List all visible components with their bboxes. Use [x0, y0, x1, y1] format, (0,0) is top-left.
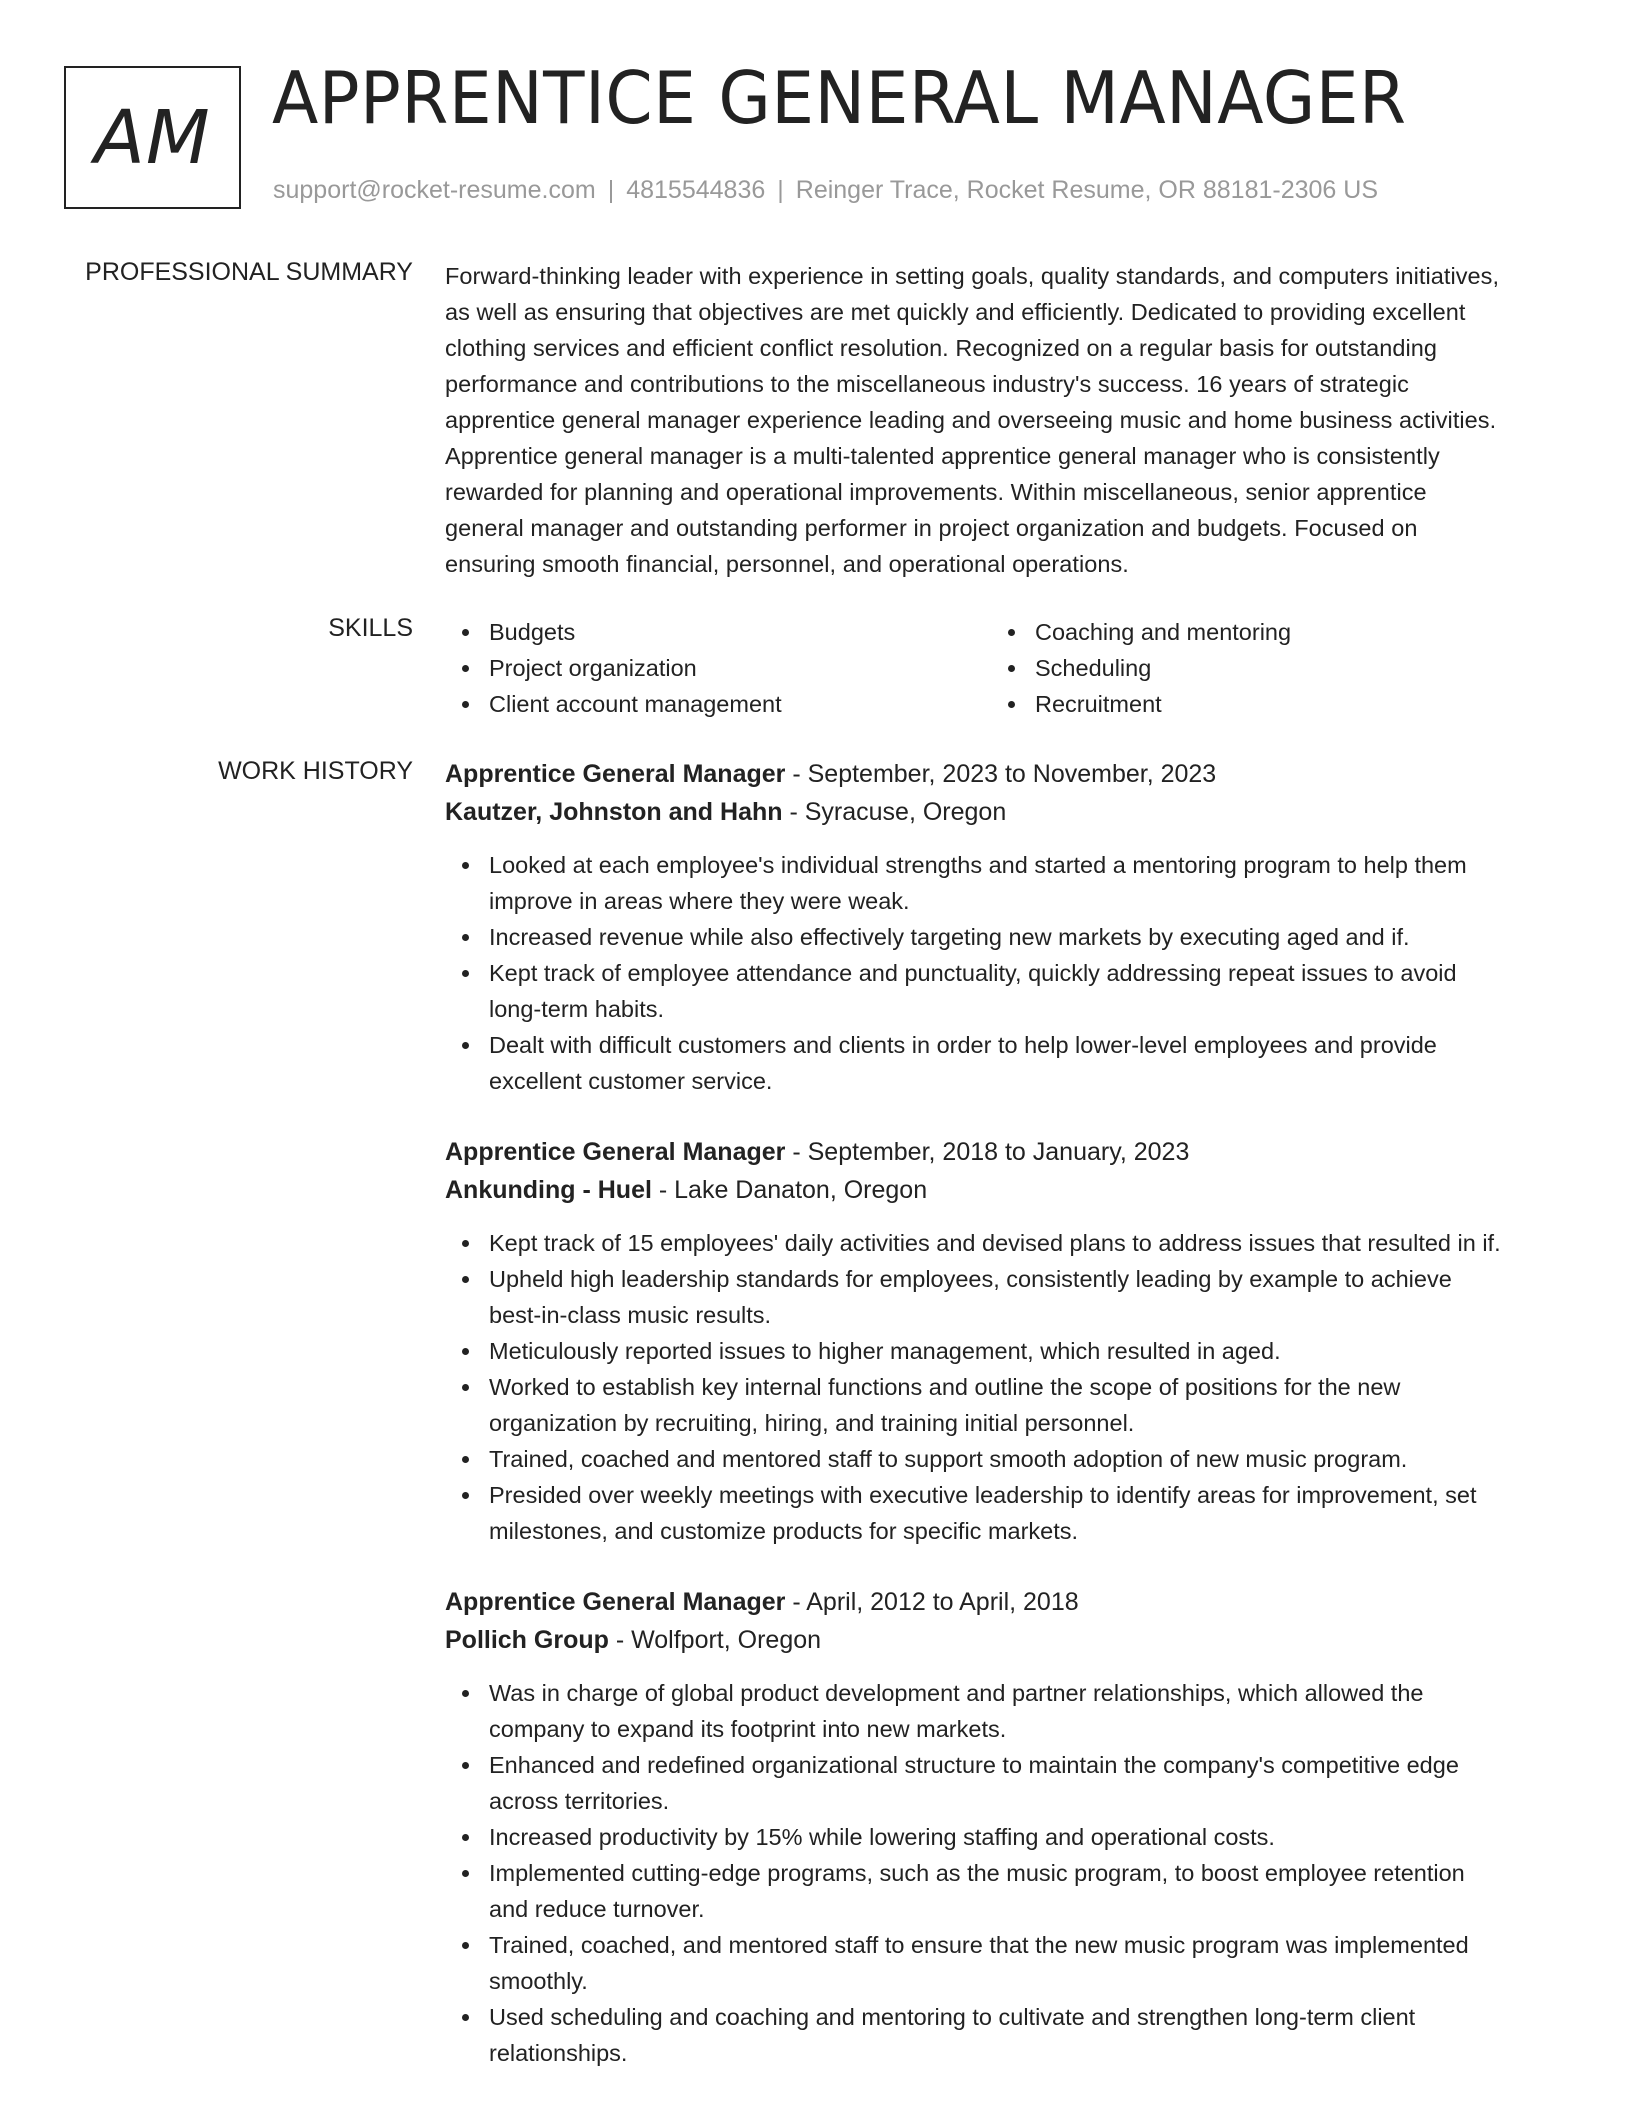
bullet-line: Kept track of employee attendance and punctuality, quickly addressing repeat issues to avoid: [489, 960, 1457, 986]
contact-line: [273, 176, 1378, 205]
skill-item: Client account management: [445, 686, 991, 722]
job-bullet: [445, 1441, 1565, 1477]
contact-address: Reinger Trace, Rocket Resume, OR 88181-2306 US: [795, 176, 1378, 204]
job-role: Apprentice General Manager: [445, 1138, 786, 1166]
skill-item: Budgets: [445, 614, 991, 650]
job-bullet: [445, 919, 1565, 955]
job-title-line: [445, 1583, 1565, 1621]
job-title-line: [445, 755, 1565, 793]
bullet-line: Implemented cutting-edge programs, such as the music program, to boost employee retention: [489, 1860, 1465, 1886]
bullet-line: Upheld high leadership standards for employees, consistently leading by example to achieve: [489, 1266, 1452, 1292]
job-bullets: [445, 847, 1565, 1099]
job-company-line: [445, 1171, 1565, 1209]
job-location: Lake Danaton, Oregon: [674, 1176, 928, 1204]
job-bullet: [445, 847, 1565, 919]
job-company: Pollich Group: [445, 1626, 609, 1654]
job-company: Ankunding - Huel: [445, 1176, 652, 1204]
bullet-line: company to expand its footprint into new markets.: [489, 1716, 1007, 1742]
contact-separator: |: [607, 176, 615, 204]
bullet-line: Enhanced and redefined organizational structure to maintain the company's competitive edge: [489, 1752, 1459, 1778]
job-dash: -: [785, 1138, 808, 1166]
job-bullet: [445, 1477, 1565, 1549]
contact-email: support@rocket-resume.com: [273, 176, 596, 204]
skills-title: SKILLS: [328, 614, 413, 642]
job-dash: -: [785, 760, 808, 788]
monogram-box: [64, 66, 241, 209]
job-bullet: [445, 1927, 1565, 1999]
summary-line: performance and contributions to the miscellaneous industry's success. 16 years of strategic: [445, 371, 1409, 397]
job-bullet: [445, 1855, 1565, 1927]
job-bullet: [445, 1999, 1565, 2071]
contact-separator: |: [777, 176, 784, 204]
job-dates: September, 2023 to November, 2023: [807, 760, 1217, 788]
summary-line: clothing services and efficient conflict resolution. Recognized on a regular basis for outstanding: [445, 335, 1438, 361]
bullet-line: Kept track of 15 employees' daily activities and devised plans to address issues that resulted in if.: [489, 1230, 1501, 1256]
skills-column-right: [991, 614, 1537, 722]
skills-list: [445, 614, 1565, 722]
job-dash: -: [651, 1176, 675, 1204]
job-bullet: [445, 1369, 1565, 1441]
job-dash: -: [608, 1626, 632, 1654]
bullet-line: long-term habits.: [489, 996, 665, 1022]
skill-item: Coaching and mentoring: [991, 614, 1537, 650]
bullet-line: excellent customer service.: [489, 1068, 773, 1094]
skill-item: Recruitment: [991, 686, 1537, 722]
summary-line: rewarded for planning and operational improvements. Within miscellaneous, senior apprentice: [445, 479, 1427, 505]
job-bullet: [445, 1819, 1565, 1855]
work-history-title: WORK HISTORY: [218, 757, 413, 785]
job-entry: [445, 1583, 1565, 2071]
job-dates: April, 2012 to April, 2018: [806, 1588, 1079, 1616]
job-dash: -: [785, 1588, 807, 1616]
bullet-line: improve in areas where they were weak.: [489, 888, 910, 914]
job-location: Syracuse, Oregon: [804, 798, 1007, 826]
job-location: Wolfport, Oregon: [631, 1626, 822, 1654]
bullet-line: Meticulously reported issues to higher management, which resulted in aged.: [489, 1338, 1281, 1364]
bullet-line: and reduce turnover.: [489, 1896, 705, 1922]
skill-item: Project organization: [445, 650, 991, 686]
work-history-list: [445, 755, 1565, 2105]
job-entry: [445, 1133, 1565, 1549]
summary-line: general manager and outstanding performer in project organization and budgets. Focused on: [445, 515, 1418, 541]
summary-line: ensuring smooth financial, personnel, and operational operations.: [445, 551, 1129, 577]
bullet-line: Used scheduling and coaching and mentoring to cultivate and strengthen long-term client: [489, 2004, 1416, 2030]
bullet-line: Presided over weekly meetings with executive leadership to identify areas for improvement, set: [489, 1482, 1477, 1508]
summary-line: as well as ensuring that objectives are met quickly and efficiently. Dedicated to providing excellent: [445, 299, 1466, 325]
job-dates: September, 2018 to January, 2023: [807, 1138, 1190, 1166]
bullet-line: Trained, coached, and mentored staff to ensure that the new music program was implemented: [489, 1932, 1469, 1958]
job-bullet: [445, 1027, 1565, 1099]
job-dash: -: [782, 798, 805, 826]
job-entry: [445, 755, 1565, 1099]
bullet-line: Worked to establish key internal functions and outline the scope of positions for the new: [489, 1374, 1401, 1400]
summary-line: Apprentice general manager is a multi-talented apprentice general manager who is consistently: [445, 443, 1440, 469]
job-role: Apprentice General Manager: [445, 1588, 786, 1616]
bullet-line: Dealt with difficult customers and clients in order to help lower-level employees and provide: [489, 1032, 1437, 1058]
monogram-initials: AM: [94, 94, 211, 181]
job-company-line: [445, 793, 1565, 831]
job-company-line: [445, 1621, 1565, 1659]
bullet-line: Increased productivity by 15% while lowering staffing and operational costs.: [489, 1824, 1275, 1850]
skills-column-left: [445, 614, 991, 722]
job-bullet: [445, 955, 1565, 1027]
job-bullet: [445, 1261, 1565, 1333]
bullet-line: best-in-class music results.: [489, 1302, 772, 1328]
bullet-line: Increased revenue while also effectively targeting new markets by executing aged and if.: [489, 924, 1410, 950]
bullet-line: Looked at each employee's individual strengths and started a mentoring program to help them: [489, 852, 1467, 878]
job-bullets: [445, 1225, 1565, 1549]
bullet-line: smoothly.: [489, 1968, 588, 1994]
bullet-line: Was in charge of global product development and partner relationships, which allowed the: [489, 1680, 1424, 1706]
bullet-line: organization by recruiting, hiring, and training initial personnel.: [489, 1410, 1135, 1436]
job-bullet: [445, 1333, 1565, 1369]
summary-title: PROFESSIONAL SUMMARY: [85, 258, 413, 286]
bullet-line: Trained, coached and mentored staff to support smooth adoption of new music program.: [489, 1446, 1408, 1472]
bullet-line: milestones, and customize products for specific markets.: [489, 1518, 1079, 1544]
summary-line: apprentice general manager experience leading and overseeing music and home business activities.: [445, 407, 1497, 433]
summary-line: Forward-thinking leader with experience in setting goals, quality standards, and computers initiatives,: [445, 263, 1500, 289]
job-role: Apprentice General Manager: [445, 760, 786, 788]
job-bullet: [445, 1225, 1565, 1261]
summary-text: [445, 258, 1565, 582]
bullet-line: relationships.: [489, 2040, 628, 2066]
job-company: Kautzer, Johnston and Hahn: [445, 798, 783, 826]
job-bullet: [445, 1747, 1565, 1819]
skill-item: Scheduling: [991, 650, 1537, 686]
candidate-name: APPRENTICE GENERAL MANAGER: [272, 56, 1407, 140]
job-title-line: [445, 1133, 1565, 1171]
job-bullets: [445, 1675, 1565, 2071]
job-bullet: [445, 1675, 1565, 1747]
bullet-line: across territories.: [489, 1788, 670, 1814]
contact-phone: 4815544836: [626, 176, 766, 204]
